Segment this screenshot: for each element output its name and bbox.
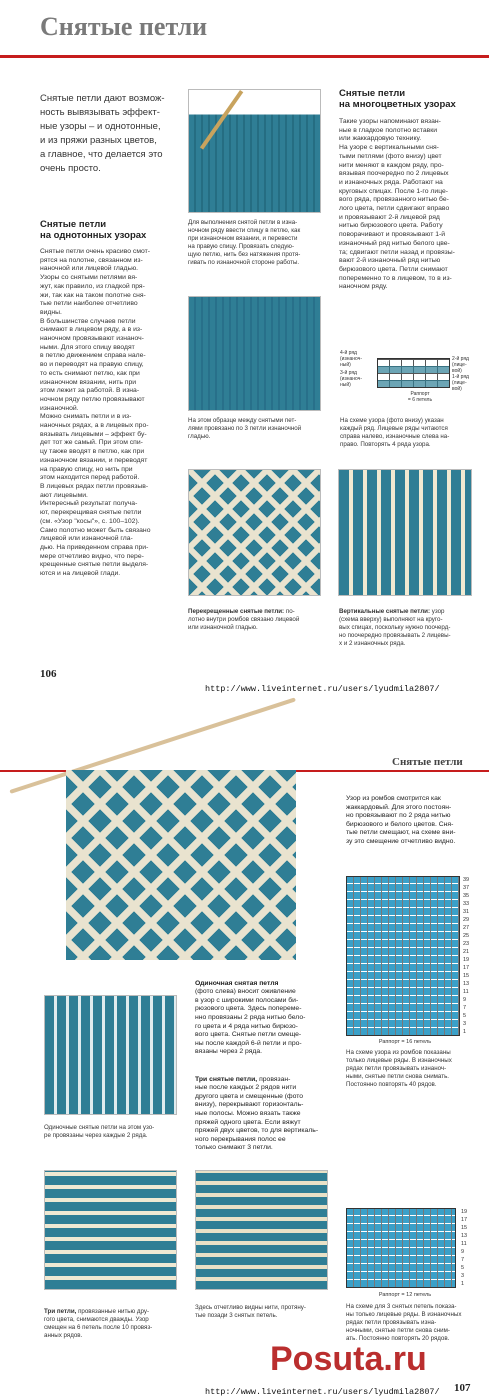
watermark-logo: Posuta.ru (270, 1340, 427, 1378)
crossed-slip-caption (188, 600, 328, 632)
chart3-row-label: 3 (461, 1273, 465, 1279)
crossed-slip-caption-text: по- лотно внутри ромбов связано лицевой или изнаночной гладью. (188, 608, 300, 631)
chart1-label-row4: 4-й ряд (изнаноч- ный) (340, 350, 362, 368)
chart-row-label: 15 (463, 973, 470, 979)
needle-photo (188, 89, 321, 213)
three-slip-caption-bold: Три петли, (44, 1308, 77, 1315)
page-number-106: 106 (40, 668, 57, 680)
source-url-1[interactable]: http://www.liveinternet.ru/users/lyudmila2807/ (205, 684, 440, 694)
page-number-107: 107 (454, 1382, 471, 1394)
vertical-slip-photo (338, 469, 472, 596)
page-title: Снятые петли (40, 12, 208, 41)
needle-photo-caption: Для выполнения снятой петли в изна- ночном ряду ввести спицу в петлю, как при изнаночном вязании, и перевести на правую спицу. Провязать следую- щую петлю, нить без натяжения протя- гивать по изнаночной стороне работы. (188, 219, 301, 266)
vertical-slip-caption-text: узор (схема вверху) выполняют на круго- вых спицах, поскольку нужно поочерд- но поочередно провязывать 2 лицевы- х и 2 изнаночных ряда. (339, 608, 451, 647)
section-text-monochrome: Снятые петли очень красиво смот- рятся на полотне, связанном из- наночной или лицевой гладью. Узоры со снятыми петлями вя- жут, как правило, из гладкой пря- жи, так как на таком полотне сня- тые петли наиболее отчетливо видны. В большинстве случаев петли снимают в лицевом ряду, а в из- наночном провязывают изнаноч- ными. Для этого спицу вводят в петлю движением справа нале- во и переводят на правую спицу, то есть снимают петлю, как при изнаночном вязании, нить при этом лежит за работой. В изна- ночном ряду петлю провязывают изнаночной. Можно снимать петли и в из- наночных рядах, а в лицевых про- вязывать лицевыми – эффект бу- дет тот же самый. При этом спи- цу также вводят в петлю, как при изнаночном вязании, и переводят на правую спицу, но нить при этом находится перед работой. В лицевых рядах петли провязыв- ают лицевыми. Интересный результат получа- ют, перекрещивая снятые петли (см. «Узор "косы"», с. 100–102). Само полотно может быть связано лицевой или изнаночной гла- дью. На приведенном справа при- мере отчетливо видно, что пере- крещенные снятые петли выделя- ются и на лицевой глади. (40, 248, 151, 578)
source-url-2[interactable]: http://www.liveinternet.ru/users/lyudmila2807/ (205, 1387, 440, 1397)
chart1-label-row2: 2-й ряд (лице- вой) (452, 356, 469, 374)
back-threads-photo (195, 1170, 328, 1290)
chart-row-label: 27 (463, 925, 470, 931)
crossed-slip-photo (188, 469, 321, 596)
three-slip-photo (44, 1170, 177, 1290)
chart3-row-label: 15 (461, 1225, 468, 1231)
three-slip-caption-text: провязанные нитью дру- гого цвета, снимаются дважды. Узор смещен на 6 петель после 10 провяз- анных рядов. (44, 1308, 153, 1339)
diamond-chart (346, 876, 460, 1036)
purl-sample-photo (188, 296, 321, 411)
chart3-row-label: 1 (461, 1281, 465, 1287)
single-slip-text (195, 971, 340, 1057)
page-107 (0, 700, 489, 1399)
rapport12-label: Раппорт = 12 петель (378, 1292, 432, 1298)
chart-row-label: 21 (463, 949, 470, 955)
chart3-row-label: 5 (461, 1265, 465, 1271)
chart3-row-label: 19 (461, 1209, 468, 1215)
chart-row-label: 37 (463, 885, 470, 891)
chart-row-label: 39 (463, 877, 470, 883)
chart3-row-label: 17 (461, 1217, 468, 1223)
chart-row-label: 3 (463, 1021, 467, 1027)
chart-row-label: 11 (463, 989, 469, 995)
vertical-slip-caption (339, 600, 479, 648)
lead-paragraph: Снятые петли дают возмож- ность вывязывать эффект- ные узоры – и однотонные, и из пряжи разных цветов, а главное, что делается это очень просто. (40, 93, 165, 174)
single-slip-photo (44, 995, 177, 1115)
single-slip-title: Одиночная снятая петля (195, 979, 279, 987)
chart1-label-row3: 3-й ряд (изнаноч- ный) (340, 370, 362, 388)
title-rule (0, 55, 489, 58)
diamond-chart-rows (463, 876, 483, 1036)
chart-row-label: 1 (463, 1029, 467, 1035)
chart3-row-label: 7 (461, 1257, 465, 1263)
section-heading-monochrome: Снятые петли на однотонных узорах (40, 219, 147, 241)
chart-row-label: 17 (463, 965, 470, 971)
three-slip-chart-rows (461, 1208, 481, 1288)
purl-sample-caption: На этом образце между снятыми пет- лями провязано по 3 петли изнаночной гладью. (188, 417, 302, 440)
crossed-slip-caption-bold: Перекрещенные снятые петли: (188, 608, 285, 615)
diamond-chart-caption: На схеме узора из ромбов показаны только лицевые ряды. В изнаночных рядах петли провязывать изнаноч- ными, снятые петли снова снимать. Постоянно повторять 40 рядов. (346, 1049, 452, 1088)
chart1-grid (377, 358, 450, 388)
three-slip-title: Три снятые петли, (195, 1075, 258, 1083)
chart1-rapport: Раппорт = 6 петель (407, 391, 433, 403)
chart-row-label: 19 (463, 957, 470, 963)
back-threads-caption: Здесь отчетливо видны нити, протяну- тые позади 3 снятых петель. (195, 1304, 306, 1319)
chart-row-label: 25 (463, 933, 470, 939)
three-slip-body: провязан- ные после каждых 2 рядов нити другого цвета и смещенные (фото внизу), перекрывают горизонталь- ные полосы. Можно вязать также пряжей одного цвета. Если вяжут пряжей двух цветов, то для вертикаль- ного перекрывания полос ее только снимают 3 петли. (195, 1075, 319, 1152)
vertical-slip-caption-bold: Вертикальные снятые петли: (339, 608, 430, 615)
chart1-label-row1: 1-й ряд (лице- вой) (452, 374, 469, 392)
three-slip-photo-caption (44, 1300, 184, 1340)
chart-row-label: 7 (463, 1005, 467, 1011)
single-slip-photo-caption: Одиночные снятые петли на этом узо- ре провязаны через каждые 2 ряда. (44, 1124, 155, 1139)
three-slip-chart (346, 1208, 456, 1288)
chart3-row-label: 9 (461, 1249, 465, 1255)
section-text-multicolor: Такие узоры напоминают вязан- ные в гладкое полотно вставки или жаккардовую технику. На узоре с вертикальными сня- тыми петлями (фото внизу) цвет нити меняют в каждом ряду, про- вязывая поочередно по 2 лицевых и изнаночных ряда. Работают на круговых спицах. После 1-го лице- вого ряда, провязанного нитью бе- лого цвета, петли сдвигают вправо и провязывают 2-й лицевой ряд нитью бирюзового цвета. Работу поворачивают и провязывают 1-й изнаночный ряд нитью белого цве- та; сдвигают петли назад и провязы- вают 2-й изнаночный ряд нитью бирюзового цвета. Петли снимают попеременно то в лицевом, то в из- наночном ряду. (339, 118, 455, 291)
page-106 (0, 0, 489, 686)
three-slip-chart-caption: На схеме для 3 снятых петель показа- ны только лицевые ряды. В изнаночных рядах петли провязывать изна- ночными, снятые петли снова сним- ать. Постоянно повторять 20 рядов. (346, 1303, 462, 1342)
chart-row-label: 35 (463, 893, 470, 899)
rapport16-label: Раппорт = 16 петель (378, 1039, 432, 1045)
chart-row-label: 29 (463, 917, 470, 923)
three-slip-text (195, 1067, 340, 1153)
section-heading-multicolor: Снятые петли на многоцветных узорах (339, 88, 456, 110)
header-title: Снятые петли (392, 756, 463, 768)
chart-row-label: 33 (463, 901, 470, 907)
chart3-row-label: 13 (461, 1233, 468, 1239)
chart1-caption: На схеме узора (фото внизу) указан каждый ряд. Лицевые ряды читаются справа налево, изнаночные слева на- право. Повторять 4 ряда узора. (340, 417, 450, 448)
single-slip-body: (фото слева) вносит оживление в узор с широкими полосами би- рюзового цвета. Здесь попереме- нно провязаны 2 ряда нитью бело- го цвета и 4 ряда нитью бирюзо- вого цвета. Снятые петли смеще- ны после каждой 6-й петли и про- вязаны через 2 ряда. (195, 988, 306, 1056)
chart-row-label: 31 (463, 909, 470, 915)
diamond-text: Узор из ромбов смотрится как жаккардовый. Для этого постоян- но провязывают по 2 ряда нитью бирюзового и белого цветов. Сня- тые петли смещают, на схеме вни- зу это смещение отчетливо видно. (346, 795, 456, 845)
diamond-pattern-photo (66, 770, 296, 960)
chart-row-label: 13 (463, 981, 470, 987)
chart3-row-label: 11 (461, 1241, 467, 1247)
chart-row-label: 23 (463, 941, 470, 947)
chart-row-label: 5 (463, 1013, 467, 1019)
chart-row-label: 9 (463, 997, 467, 1003)
